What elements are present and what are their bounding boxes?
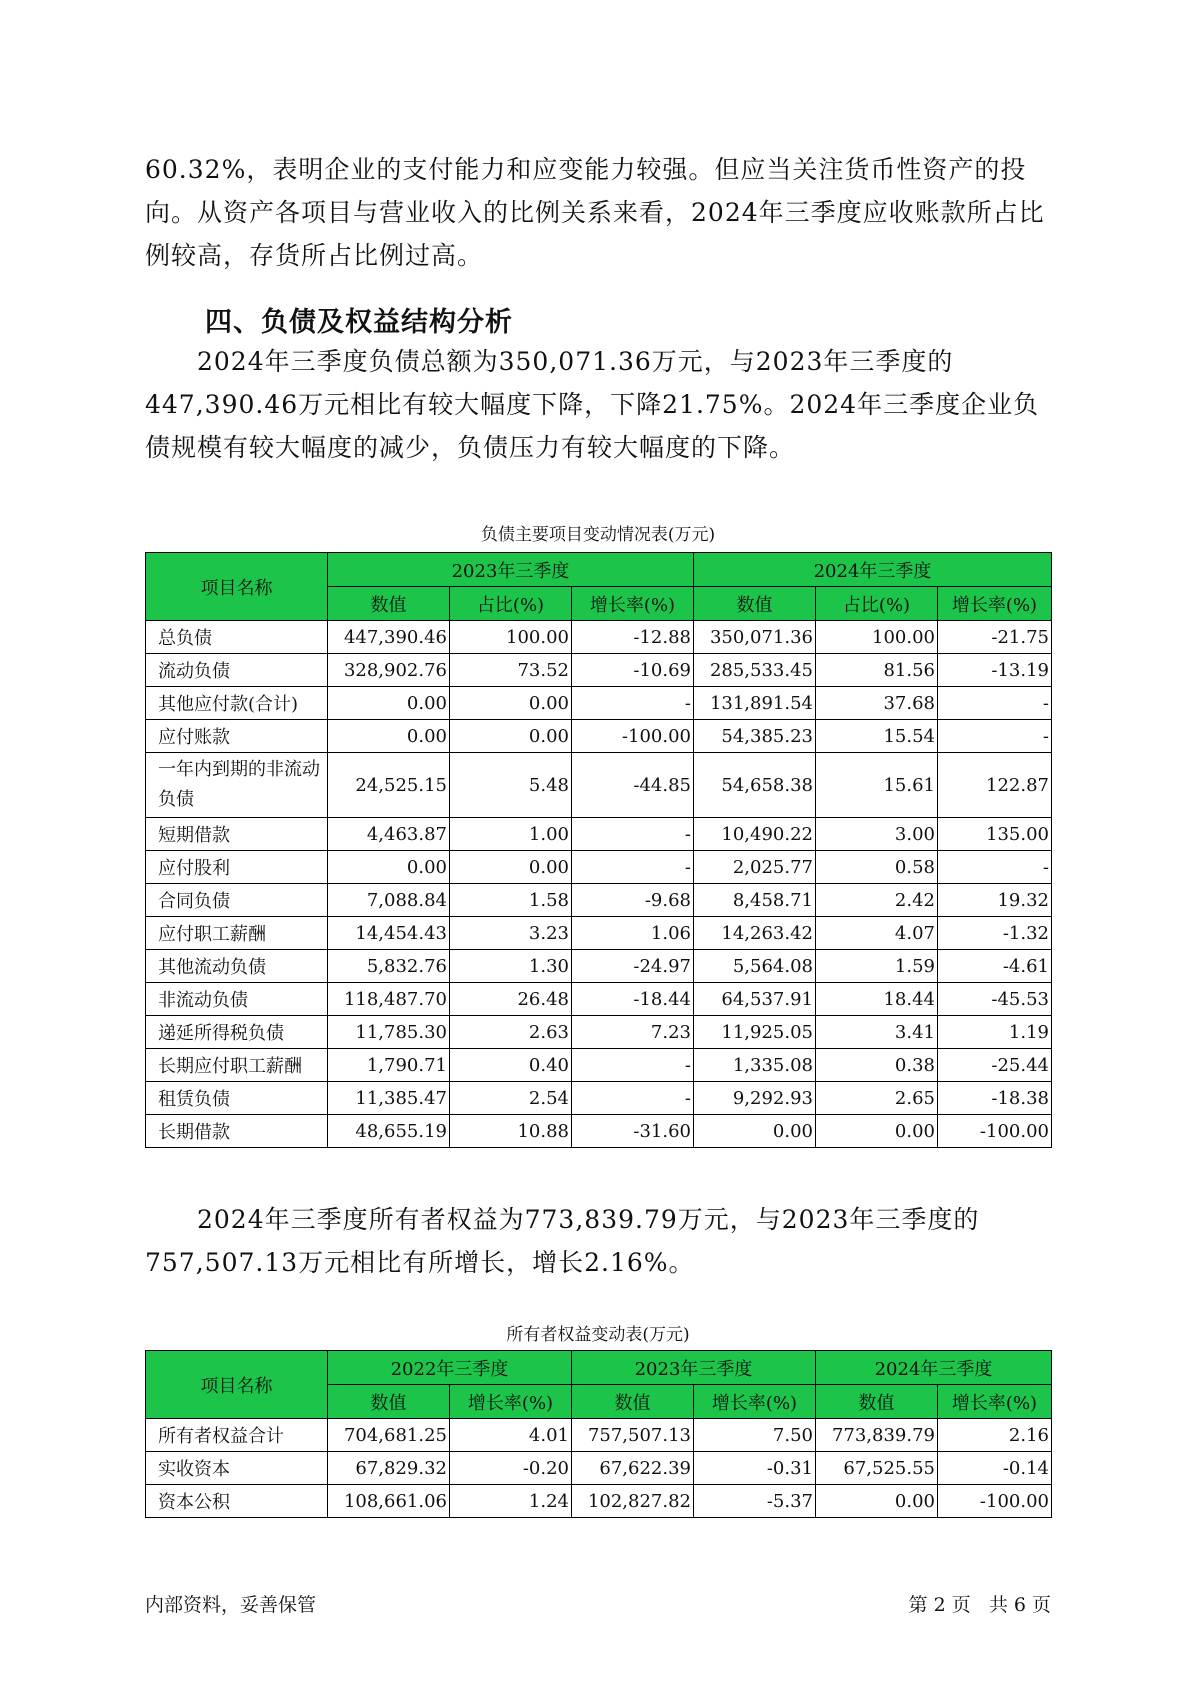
- table-cell: 118,487.70: [328, 983, 450, 1016]
- table-cell: -: [572, 851, 694, 884]
- header-sub: 增长率(%): [450, 1385, 572, 1419]
- table-cell: -45.53: [938, 983, 1052, 1016]
- table-cell: 122.87: [938, 753, 1052, 818]
- table-cell: -24.97: [572, 950, 694, 983]
- table-cell: 5,564.08: [694, 950, 816, 983]
- table-cell: 2.42: [816, 884, 938, 917]
- table-cell: 328,902.76: [328, 654, 450, 687]
- header-sub: 数值: [328, 587, 450, 621]
- table-cell: 3.23: [450, 917, 572, 950]
- header-item-name: 项目名称: [146, 553, 328, 621]
- row-label: 递延所得税负债: [146, 1016, 328, 1049]
- table-cell: 2.16: [938, 1419, 1052, 1452]
- table-cell: -31.60: [572, 1115, 694, 1148]
- table-cell: 73.52: [450, 654, 572, 687]
- row-label: 应付账款: [146, 720, 328, 753]
- table-cell: 67,829.32: [328, 1452, 450, 1485]
- row-label: 实收资本: [146, 1452, 328, 1485]
- table-cell: 1.19: [938, 1016, 1052, 1049]
- row-label: 合同负债: [146, 884, 328, 917]
- table-cell: 64,537.91: [694, 983, 816, 1016]
- table-row: [146, 1115, 1052, 1148]
- header-period: 2024年三季度: [816, 1351, 1052, 1385]
- table-cell: 67,525.55: [816, 1452, 938, 1485]
- table-cell: -0.20: [450, 1452, 572, 1485]
- row-label: 长期借款: [146, 1115, 328, 1148]
- table-cell: 54,385.23: [694, 720, 816, 753]
- table-cell: -18.44: [572, 983, 694, 1016]
- table-cell: 8,458.71: [694, 884, 816, 917]
- header-sub: 数值: [816, 1385, 938, 1419]
- row-label: 其他流动负债: [146, 950, 328, 983]
- table-cell: -21.75: [938, 621, 1052, 654]
- table-cell: 11,925.05: [694, 1016, 816, 1049]
- liability-table: [145, 552, 1052, 1148]
- table-cell: -100.00: [938, 1485, 1052, 1518]
- table-cell: 2.63: [450, 1016, 572, 1049]
- table-cell: -: [938, 851, 1052, 884]
- header-item-name: 项目名称: [146, 1351, 328, 1419]
- table-cell: 0.40: [450, 1049, 572, 1082]
- header-sub: 数值: [572, 1385, 694, 1419]
- table-cell: 1.24: [450, 1485, 572, 1518]
- table-cell: 1,335.08: [694, 1049, 816, 1082]
- table-cell: 1.00: [450, 818, 572, 851]
- table-cell: 19.32: [938, 884, 1052, 917]
- table-cell: 704,681.25: [328, 1419, 450, 1452]
- table-cell: 0.58: [816, 851, 938, 884]
- table-row: [146, 753, 1052, 818]
- liability-table-body: [146, 621, 1052, 1148]
- table-cell: 0.38: [816, 1049, 938, 1082]
- table-cell: -10.69: [572, 654, 694, 687]
- equity-table: [145, 1350, 1052, 1518]
- table-cell: 48,655.19: [328, 1115, 450, 1148]
- table-cell: -0.14: [938, 1452, 1052, 1485]
- table-cell: 100.00: [450, 621, 572, 654]
- table-cell: 7,088.84: [328, 884, 450, 917]
- header-sub: 数值: [328, 1385, 450, 1419]
- table-cell: 37.68: [816, 687, 938, 720]
- table-row: [146, 1082, 1052, 1115]
- table-cell: 757,507.13: [572, 1419, 694, 1452]
- row-label: 一年内到期的非流动负债: [146, 753, 328, 818]
- table-cell: -: [572, 818, 694, 851]
- table-row: [146, 720, 1052, 753]
- table-cell: 10.88: [450, 1115, 572, 1148]
- table-row: [146, 1419, 1052, 1452]
- table-cell: 1.06: [572, 917, 694, 950]
- footer-note: 内部资料，妥善保管: [145, 1594, 317, 1616]
- row-label: 所有者权益合计: [146, 1419, 328, 1452]
- table-row: [146, 621, 1052, 654]
- row-label: 非流动负债: [146, 983, 328, 1016]
- table-cell: -: [938, 720, 1052, 753]
- table-cell: -: [572, 687, 694, 720]
- table-cell: 0.00: [450, 720, 572, 753]
- table-row: [146, 983, 1052, 1016]
- row-label: 流动负债: [146, 654, 328, 687]
- header-period: 2023年三季度: [328, 553, 694, 587]
- table-cell: -: [572, 1049, 694, 1082]
- table-cell: 4.01: [450, 1419, 572, 1452]
- table-row: [146, 1452, 1052, 1485]
- table-cell: 15.61: [816, 753, 938, 818]
- equity-table-caption: 所有者权益变动表(万元): [506, 1325, 690, 1345]
- table-cell: 11,385.47: [328, 1082, 450, 1115]
- row-label: 其他应付款(合计): [146, 687, 328, 720]
- table-cell: 1.30: [450, 950, 572, 983]
- header-sub: 增长率(%): [572, 587, 694, 621]
- table-cell: 81.56: [816, 654, 938, 687]
- table-cell: 773,839.79: [816, 1419, 938, 1452]
- row-label: 短期借款: [146, 818, 328, 851]
- table-cell: 15.54: [816, 720, 938, 753]
- liability-paragraph: 2024年三季度负债总额为350,071.36万元，与2023年三季度的447,390.46万元相比有较大幅度下降，下降21.75%。2024年三季度企业负债规模有较大幅度的减少，负债压力有较大幅度的下降。: [145, 347, 1040, 462]
- header-sub: 增长率(%): [938, 587, 1052, 621]
- table-row: [146, 1485, 1052, 1518]
- table-row: [146, 1016, 1052, 1049]
- page-number: 第 2 页 共 6 页: [908, 1594, 1051, 1616]
- table-cell: 1.58: [450, 884, 572, 917]
- table-cell: 0.00: [694, 1115, 816, 1148]
- table-cell: 18.44: [816, 983, 938, 1016]
- table-cell: 0.00: [328, 720, 450, 753]
- table-cell: 11,785.30: [328, 1016, 450, 1049]
- header-period: 2022年三季度: [328, 1351, 572, 1385]
- equity-paragraph: 2024年三季度所有者权益为773,839.79万元，与2023年三季度的757,507.13万元相比有所增长，增长2.16%。: [145, 1205, 980, 1277]
- table-cell: -18.38: [938, 1082, 1052, 1115]
- row-label: 长期应付职工薪酬: [146, 1049, 328, 1082]
- liability-table-caption: 负债主要项目变动情况表(万元): [480, 525, 716, 545]
- table-cell: -9.68: [572, 884, 694, 917]
- table-cell: 0.00: [450, 851, 572, 884]
- table-cell: 131,891.54: [694, 687, 816, 720]
- table-row: [146, 884, 1052, 917]
- table-cell: 0.00: [328, 851, 450, 884]
- table-cell: 10,490.22: [694, 818, 816, 851]
- table-cell: 14,263.42: [694, 917, 816, 950]
- row-label: 应付职工薪酬: [146, 917, 328, 950]
- table-cell: -44.85: [572, 753, 694, 818]
- table-cell: 9,292.93: [694, 1082, 816, 1115]
- table-cell: 0.00: [328, 687, 450, 720]
- header-period: 2023年三季度: [572, 1351, 816, 1385]
- table-cell: 14,454.43: [328, 917, 450, 950]
- table-cell: -: [572, 1082, 694, 1115]
- table-cell: -5.37: [694, 1485, 816, 1518]
- table-cell: 7.23: [572, 1016, 694, 1049]
- table-cell: 100.00: [816, 621, 938, 654]
- table-cell: -4.61: [938, 950, 1052, 983]
- table-row: [146, 851, 1052, 884]
- table-cell: 1,790.71: [328, 1049, 450, 1082]
- row-label: 资本公积: [146, 1485, 328, 1518]
- table-row: [146, 950, 1052, 983]
- table-cell: -100.00: [938, 1115, 1052, 1148]
- table-cell: 1.59: [816, 950, 938, 983]
- section-heading: 四、负债及权益结构分析: [205, 307, 513, 338]
- table-cell: 285,533.45: [694, 654, 816, 687]
- table-cell: 350,071.36: [694, 621, 816, 654]
- table-cell: 102,827.82: [572, 1485, 694, 1518]
- table-cell: 0.00: [816, 1485, 938, 1518]
- intro-paragraph: 60.32%，表明企业的支付能力和应变能力较强。但应当关注货币性资产的投向。从资产各项目与营业收入的比例关系来看，2024年三季度应收账款所占比例较高，存货所占比例过高。: [145, 155, 1045, 270]
- table-cell: 5.48: [450, 753, 572, 818]
- table-row: [146, 818, 1052, 851]
- table-cell: -1.32: [938, 917, 1052, 950]
- header-sub: 增长率(%): [694, 1385, 816, 1419]
- table-cell: 26.48: [450, 983, 572, 1016]
- table-cell: -25.44: [938, 1049, 1052, 1082]
- row-label: 总负债: [146, 621, 328, 654]
- table-cell: 2.65: [816, 1082, 938, 1115]
- table-cell: 447,390.46: [328, 621, 450, 654]
- table-cell: 108,661.06: [328, 1485, 450, 1518]
- table-cell: 7.50: [694, 1419, 816, 1452]
- table-cell: 54,658.38: [694, 753, 816, 818]
- header-sub: 占比(%): [816, 587, 938, 621]
- row-label: 租赁负债: [146, 1082, 328, 1115]
- table-cell: 2,025.77: [694, 851, 816, 884]
- table-cell: -: [938, 687, 1052, 720]
- table-cell: -13.19: [938, 654, 1052, 687]
- table-cell: 3.41: [816, 1016, 938, 1049]
- table-cell: 0.00: [816, 1115, 938, 1148]
- equity-table-body: [146, 1419, 1052, 1518]
- table-cell: 5,832.76: [328, 950, 450, 983]
- header-sub: 占比(%): [450, 587, 572, 621]
- table-row: [146, 654, 1052, 687]
- table-cell: 3.00: [816, 818, 938, 851]
- table-cell: 135.00: [938, 818, 1052, 851]
- table-cell: -0.31: [694, 1452, 816, 1485]
- table-cell: 0.00: [450, 687, 572, 720]
- table-cell: 67,622.39: [572, 1452, 694, 1485]
- header-period: 2024年三季度: [694, 553, 1052, 587]
- table-cell: 4.07: [816, 917, 938, 950]
- row-label: 应付股利: [146, 851, 328, 884]
- table-row: [146, 917, 1052, 950]
- table-cell: 24,525.15: [328, 753, 450, 818]
- table-cell: -100.00: [572, 720, 694, 753]
- header-sub: 增长率(%): [938, 1385, 1052, 1419]
- table-cell: -12.88: [572, 621, 694, 654]
- table-cell: 2.54: [450, 1082, 572, 1115]
- table-row: [146, 687, 1052, 720]
- header-sub: 数值: [694, 587, 816, 621]
- table-row: [146, 1049, 1052, 1082]
- table-cell: 4,463.87: [328, 818, 450, 851]
